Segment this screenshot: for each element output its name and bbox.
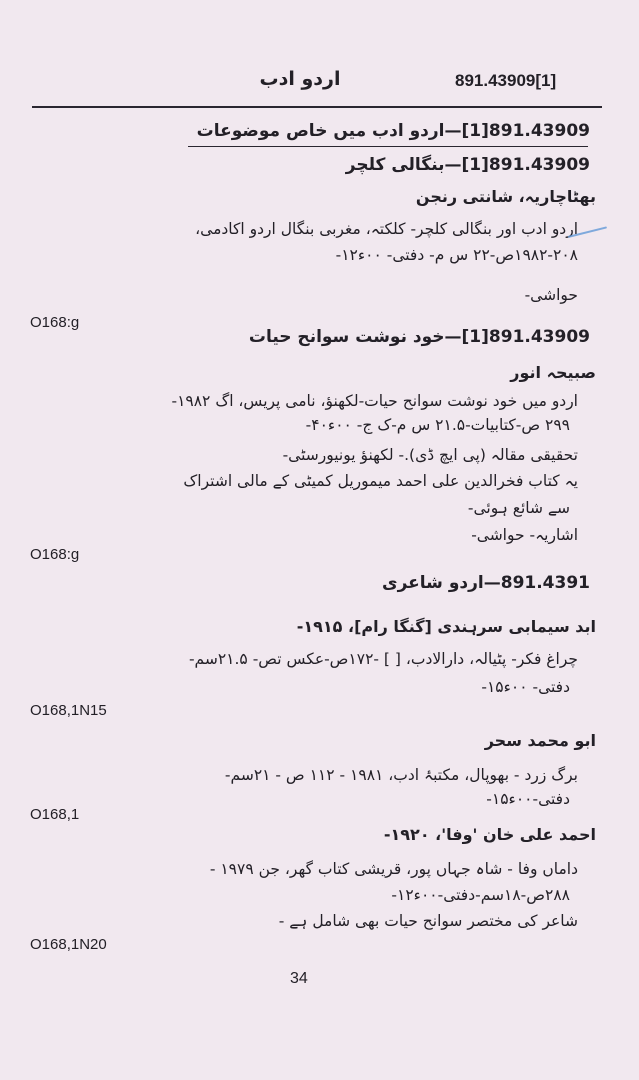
entry-author: ابد سیمابی سرہندی [گنگا رام]، ۱۹۱۵- bbox=[296, 617, 596, 636]
page-number: 34 bbox=[290, 970, 308, 987]
entry-line: سے شائع ہوئی- bbox=[467, 499, 570, 517]
entry-author: بھٹاچاریہ، شانتی رنجن bbox=[415, 187, 596, 206]
entry-line: ۱۹۸۲-۲۰۸ص-۲۲ س م- دفتی- ۰۰ء۱۲- bbox=[335, 246, 578, 264]
subject-heading: 891.4391—اردو شاعری bbox=[382, 573, 590, 593]
entry-author: احمد علی خان 'وفا'، ۱۹۲۰- bbox=[383, 825, 596, 844]
call-number: O168:g bbox=[30, 546, 80, 563]
entry-line: داماں وفا - شاہ جہاں پور، قریشی کتاب گھر، جن ۱۹۷۹ - bbox=[209, 860, 578, 878]
call-number: O168,1N20 bbox=[30, 936, 107, 953]
topic-underline bbox=[188, 146, 588, 147]
entry-line: تحقیقی مقالہ (پی ایچ ڈی).- لکھنؤ یونیورسٹی- bbox=[282, 446, 578, 464]
entry-author: ابو محمد سحر bbox=[484, 731, 596, 750]
entry-line: دفتی-۰۰ء۱۵- bbox=[486, 790, 570, 808]
entry-author: صبیحہ انور bbox=[510, 363, 596, 382]
entry-line: یہ کتاب فخرالدین علی احمد میموریل کمیٹی کے مالی اشتراک bbox=[183, 472, 578, 490]
call-number: O168:g bbox=[30, 314, 80, 331]
entry-line: اردو ادب اور بنگالی کلچر- کلکتہ، مغربی بنگال اردو اکادمی، bbox=[195, 220, 578, 238]
subject-heading: 891.43909[1]—بنگالی کلچر bbox=[345, 155, 590, 175]
header-code: 891.43909[1] bbox=[455, 71, 557, 90]
call-number: O168,1 bbox=[30, 806, 80, 823]
entry-line: ۲۸۸ص-۱۸سم-دفتی-۰۰ء۱۲- bbox=[391, 886, 570, 904]
subject-heading: 891.43909[1]—خود نوشت سوانح حیات bbox=[248, 327, 590, 347]
entry-line: ۲۹۹ ص-کتابیات-۲۱.۵ س م-ک ج- ۰۰ء۴۰- bbox=[305, 416, 570, 434]
entry-line: شاعر کی مختصر سوانح حیات بھی شامل ہے - bbox=[278, 912, 578, 930]
entry-line: برگ زرد - بھوپال، مکتبۂ ادب، ۱۹۸۱ - ۱۱۲ ص - ۲۱سم- bbox=[224, 766, 578, 784]
topic-line: 891.43909[1]—اردو ادب میں خاص موضوعات bbox=[196, 121, 590, 141]
entry-line: چراغ فکر- پٹیالہ، دارالادب، [ ] -۱۷۲ص-عکس تص- ۲۱.۵سم- bbox=[188, 650, 578, 668]
entry-line: اردو میں خود نوشت سوانح حیات-لکھنؤ، نامی پریس، اگ ۱۹۸۲- bbox=[171, 392, 578, 410]
header-rule bbox=[32, 106, 602, 108]
entry-line: دفتی- ۰۰ء۱۵- bbox=[481, 678, 570, 696]
entry-line: اشاریہ- حواشی- bbox=[471, 526, 578, 544]
call-number: O168,1N15 bbox=[30, 702, 107, 719]
header-title: اردو ادب bbox=[259, 68, 341, 90]
entry-line: حواشی- bbox=[524, 286, 578, 304]
